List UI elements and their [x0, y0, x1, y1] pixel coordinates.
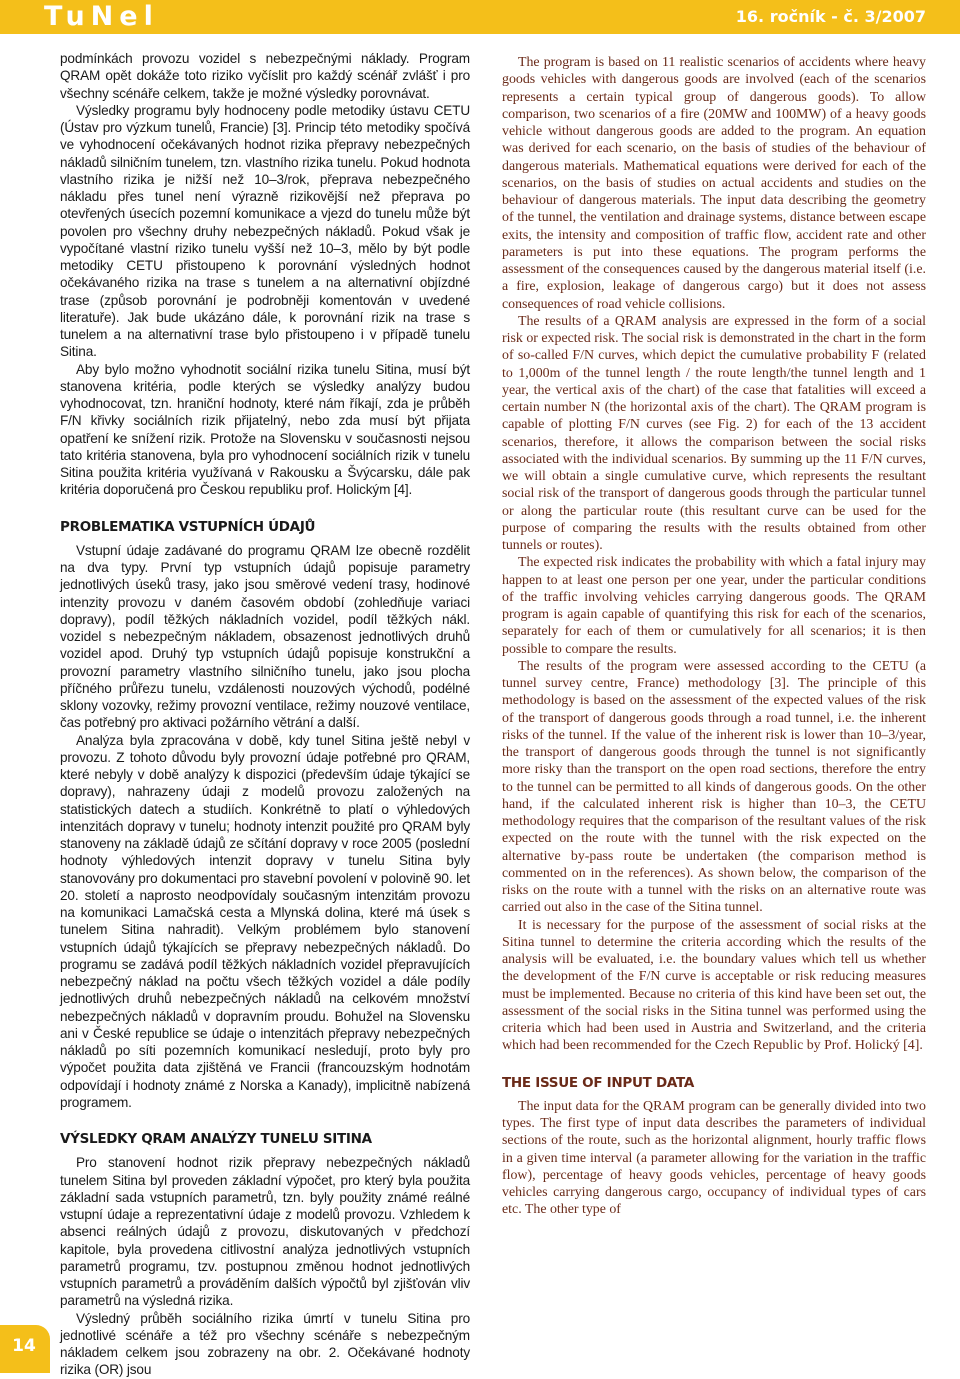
czech-column	[60, 50, 470, 1379]
english-column	[502, 54, 926, 1219]
section-heading: VÝSLEDKY QRAM ANALÝZY TUNELU SITINA	[60, 1131, 372, 1147]
paragraph: podmínkách provozu vozidel s nebezpečnými náklady. Program QRAM opět dokáže toto riziko vyčíslit pro každý scénář zvlášť i pro všechny scénáře celkem, takže je možné výsledky porovnávat.	[60, 51, 470, 101]
paragraph: The expected risk indicates the probability with which a fatal injury may happen to at least one person per one year, under the particular conditions of the traffic involving vehicles carrying dangerous goods. The QRAM program is again capable of quantifying this risk for each of the scenarios, separately for each of them or cumulatively for all scenarios; it is then possible to compare the results.	[502, 555, 926, 657]
paragraph: Vstupní údaje zadávané do programu QRAM lze obecně rozdělit na dva typy. První typ vstupních údajů popisuje parametry jednotlivých úseků trasy, jako jsou směrové vedení trasy, hodinové intenzity provozu v daném časovém období (zohledňuje variaci dopravy), podíl těžkých nákladních vozidel, podíl těžkých nákl. vozidel s nebezpečným nákladem, obsazenost jednotlivých druhů vozidel apod. Druhý typ vstupních údajů popisuje konstrukční a provozní parametry vlastního silničního tunelu, jako jsou plocha příčného průřezu tunelu, vzdálenosti nouzových východů, podélné sklony vozovky, režimy provozní ventilace, režimy nouzové ventilace, čas potřebný pro aktivaci požárního větrání a další.	[60, 542, 470, 731]
paragraph: It is necessary for the purpose of the assessment of social risks at the Sitina tunnel to determine the criteria according which the results of the analysis will be evaluated, i.e. the boundary values which tell us whether the development of the F/N curve is acceptable or risk reducing measures must be implemented. Because no criteria of this kind have been set out, the assessment of the social risks in the Sitina tunnel was performed using the criteria which had been used in Austria and Switzerland, and the criteria which had been recommended for the Czech Republic by Prof. Holický [4].	[502, 917, 926, 1054]
tunel-logo: TuNel	[44, 1, 159, 32]
paragraph: The program is based on 11 realistic scenarios of accidents where heavy goods vehicles with dangerous goods are involved (each of the scenarios represents a certain typical group of dangerous goods). To allow comparison, two scenarios of a fire (20MW and 100MW) of a heavy goods vehicle without dangerous goods are added to the program. An equation was derived for each scenario, on the basis of studies of the behaviour of dangerous materials. Mathematical equations were derived for each of the scenarios, on the basis of studies on actual accidents and studies on the behaviour of dangerous materials. The input data describing the geometry of the tunnel, the ventilation and drainage systems, distance between escape exits, the intensity and composition of traffic flow, accident rate and other parameters is put into these equations. The program performs the assessment of the consequences caused by the dangerous material itself (i.e. a fire, explosion, leakage of dangerous cargo) but it does not assess consequences of road vehicle collisions.	[502, 55, 926, 312]
paragraph: Pro stanovení hodnot rizik přepravy nebezpečných nákladů tunelem Sitina byl proveden základní výpočet, pro který byla použita základní sada vstupních parametrů, tzn. byly použity známé reálné vstupní údaje a reprezentativní údaje z modelů provozu. Vzhledem k absenci reálných údajů z provozu, diskutovaných v předchozí kapitole, byla provedena citlivostní analýza jednotlivých vstupních parametrů programu, tzv. postupnou změnou hodnot jednotlivých vstupních parametrů a prováděním dalších výpočtů byl zjišťován vliv parametrů na výsledná rizika.	[60, 1155, 470, 1309]
paragraph: The results of the program were assessed according to the CETU (a tunnel survey centre, France) methodology [3]. The principle of this methodology is based on the assessment of the expected values of the risk of the transport of dangerous goods through a road tunnel, i.e. the inherent risks of the tunnel. If the value of the inherent risk is lower than 10–3/year, the transport of dangerous goods through the tunnel is not significantly more risky than the transport on the open road sections, therefore the entry to the tunnel can be permitted to all kinds of dangerous goods. On the other hand, if the calculated inherent risk is higher than 10–3, the CETU methodology requires that the comparison of the resultant values of the risk expected on the route with the tunnel with the risk expected on the alternative by-pass route be undertaken (the comparison method is commented on in the references). As shown below, the comparison of the risks on the route with a tunnel with the risks on an alternative route was carried out also in the case of the Sitina tunnel.	[502, 658, 926, 916]
issue-label: 16. ročník - č. 3/2007	[735, 7, 926, 26]
paragraph: The input data for the QRAM program can be generally divided into two types. The first type of input data describes the parameters of individual sections of the route, such as the horizontal alignment, hourly traffic flows in a given time interval (a parameter allowing for the variation in the traffic flow), percentage of heavy goods vehicles, percentage of heavy goods vehicles carrying dangerous cargo, occupancy of individual types of cars etc. The other type of	[502, 1098, 926, 1218]
paragraph: Aby bylo možno vyhodnotit sociální rizika tunelu Sitina, musí být stanovena kritéria, podle kterých se výsledky analýzy budou vyhodnocovat, tzn. hraniční hodnoty, které nám říkají, zda je průběh F/N křivky sociálních rizik přijatelný, nebo zda musí být přijata opatření ke snížení rizik. Protože na Slovensku v současnosti nejsou tato kritéria stanovena, byla pro vyhodnocení sociálních rizik v tunelu Sitina použita kritéria využívaná v Rakousku a Švýcarsku, dále pak kritéria doporučená pro Českou republiku prof. Holickým [4].	[60, 361, 470, 498]
paragraph: Analýza byla zpracována v době, kdy tunel Sitina ještě nebyl v provozu. Z tohoto důvodu byly provozní údaje potřebné pro QRAM, které nebyly v době analýzy k dispozici (především údaje týkající se dopravy), nahrazeny údaji z modelů provozu založených na statistických datech a studiích. Konkrétně to platí o výhledových intenzitách dopravy v tunelu; hodnoty intenzit použité pro QRAM byly stanoveny na základě údajů ze sčítání dopravy v roce 2005 (poslední hodnoty výhledových intenzit dopravy v tunelu Sitina byly stanovovány pro dokumentaci pro stavební povolení v polovině 90. let 20. století a naprosto neodpovídaly současným intenzitám provozu na komunikaci Lamačská cesta a Mlynská dolina, které má úsek s tunelem Sitina nahradit). Velkým problémem bylo stanovení vstupních údajů týkajících se přepravy nebezpečných nákladů. Do programu se zadává podíl těžkých nákladních vozidel přepravujících nebezpečný náklad na počtu všech těžkých vozidel a dále podíly jednotlivých druhů nebezpečných nákladů na celkovém množství nebezpečných nákladů v dopravním proudu. Bohužel na Slovensku ani v České republice se údaje o intenzitách přepravy nebezpečných nákladů po síti pozemních komunikací nesledují, proto byly pro výpočet použita data zjištěná ve Francii (francouzským hodnotám odpovídají i hodnoty známé z Norska a Kanady), implicitně nabízená programem.	[60, 732, 470, 1110]
paragraph: Výsledný průběh sociálního rizika úmrtí v tunelu Sitina pro jednotlivé scénáře a též pro všechny scénáře s nebezpečným nákladem celkem jsou zobrazeny na obr. 2. Očekávané hodnoty rizika (OR) jsou	[60, 1310, 470, 1378]
paragraph: Výsledky programu byly hodnoceny podle metodiky ústavu CETU (Ústav pro výzkum tunelů, Francie) [3]. Princip této metodiky spočívá ve vyhodnocení očekávaných hodnot rizika přepravy nebezpečných nákladů silničním tunelem, tzn. vlastního rizika tunelu. Pokud hodnota vlastního rizika je nižší než 10–3/rok, přeprava nebezpečného nákladu přes tunel není výrazně rizikovější než přeprava po otevřených úsecích pozemní komunikace a vjezd do tunelu může být povolen pro všechny druhy nebezpečných nákladů. Pokud však je vypočítané vlastní riziko tunelu vyšší než 10–3, mělo by být podle metodiky CETU přistoupeno k porovnání výsledných hodnot očekávaného rizika na trase s tunelem a na alternativní objízdné trase (způsob porovnání je podrobněji komentován v uvedené literatuře). Jak bude ukázáno dále, k porovnání rizik na trase s tunelem a na alternativní trase bylo přistoupeno i v případě tunelu Sitina.	[60, 102, 470, 360]
page-number: 14	[12, 1336, 36, 1356]
section-heading: PROBLEMATIKA VSTUPNÍCH ÚDAJŮ	[60, 518, 316, 535]
section-heading: THE ISSUE OF INPUT DATA	[502, 1074, 694, 1091]
paragraph: The results of a QRAM analysis are expressed in the form of a social risk or expected risk. The social risk is demonstrated in the chart in the form of so-called F/N curves, which depict the cumulative probability F (related to 1,000m of the tunnel length / the route length/the tunnel length and 1 year, the vertical axis of the chart) of the case that fatalities will exceed a certain number N (the horizontal axis of the chart). The QRAM program is capable of plotting F/N curves (see Fig. 2) for each of the 13 accident scenarios, therefore, it allows the comparison between the social risks associated with the individual scenarios. By summing up the 11 F/N curves, we will obtain a single cumulative curve, which represents the resultant social risk of the transport of dangerous goods through the particular tunnel or along the particular route (this resultant curve can be used for the purpose of comparing the results with the results obtained from other tunnels or routes).	[502, 313, 926, 553]
